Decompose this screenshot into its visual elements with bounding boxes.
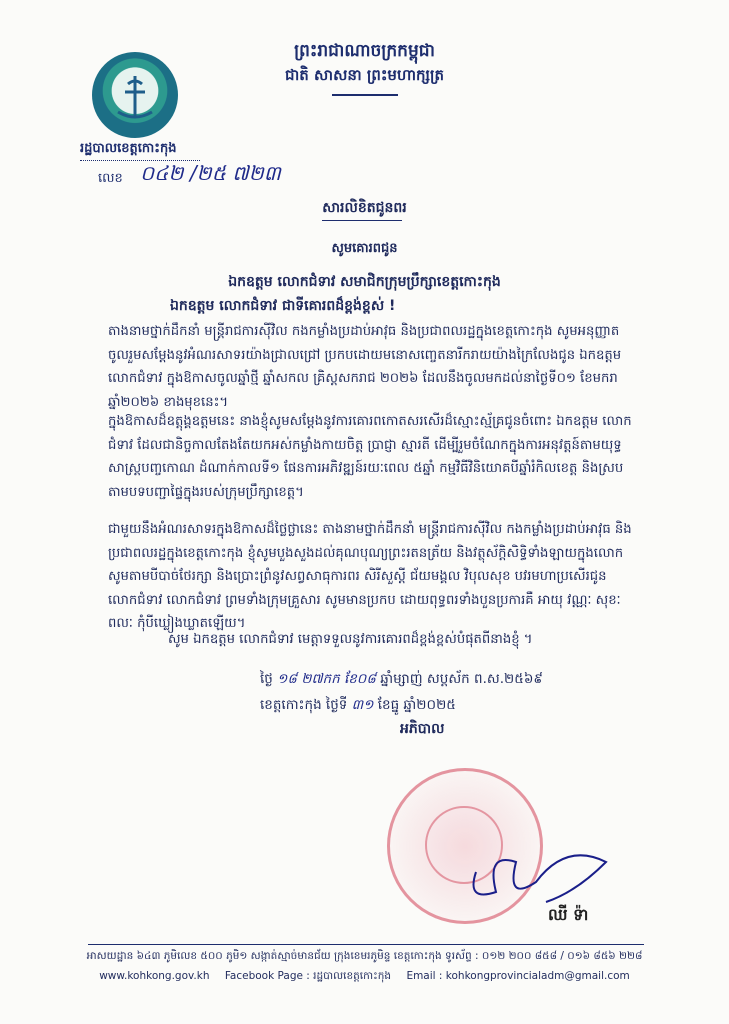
lunar-date-suffix: ឆ្នាំម្សាញ់ សប្តស័ក ព.ស.២៥៦៩ xyxy=(380,671,543,687)
lunar-date-prefix: ថ្ងៃ xyxy=(260,671,273,687)
salutation: ឯកឧត្តម លោកជំទាវ ជាទីគោរពដ៏ខ្ពង់ខ្ពស់ ! xyxy=(170,298,396,314)
ref-number: ០៤២ /២៥ ៧២៣ xyxy=(140,161,281,185)
kingdom-heading: ព្រះរាជាណាចក្រកម្ពុជា xyxy=(294,41,435,61)
motto-heading: ជាតិ សាសនា ព្រះមហាក្សត្រ xyxy=(285,66,444,84)
solar-date-suffix: ខែធ្នូ ឆ្នាំ២០២៥ xyxy=(377,697,456,713)
lunar-date xyxy=(260,670,543,690)
closing-line: សូម ឯកឧត្តម លោកជំទាវ មេត្តាទទួលនូវការគោរពដ៏ខ្ពង់ខ្ពស់បំផុតពីនាងខ្ញុំ ។ xyxy=(168,632,533,647)
solar-date-prefix: ខេត្តកោះកុង ថ្ងៃទី xyxy=(260,697,348,713)
title-underline xyxy=(322,220,402,221)
ref-label: លេខ xyxy=(98,171,123,186)
letter-title: សារលិខិតជូនពរ xyxy=(322,200,407,216)
footer-address: អាសយដ្ឋាន ៦៤៣ ភូមិលេខ ៥០០ ភូមិ១ សង្កាត់ស្មាច់មានជ័យ ក្រុងខេមរភូមិន្ទ ខេត្តកោះកុង ទូរស័ព្ទ : ០១២ ២០០ ៨៥៨ / ០១៦ ៨៥៦ ២២៨ xyxy=(86,950,643,962)
organization-name: រដ្ឋបាលខេត្តកោះកុង xyxy=(80,141,177,156)
body-paragraph-1: តាងនាមថ្នាក់ដឹកនាំ មន្ត្រីរាជការស៊ីវិល កងកម្លាំងប្រដាប់អាវុធ និងប្រជាពលរដ្ឋក្នុងខេត្តកោះកុង សូមអនុញ្ញាតចូលរួមសម្តែងនូវអំណរសាទរយ៉ាងជ្រាលជ្រៅ ប្រកបដោយមនោសញ្ចេតនារីករាយយ៉ាងក្រៃលែងជូន ឯកឧត្តម លោកជំទាវ ក្នុងឱកាសចូលឆ្នាំថ្មី ឆ្នាំសកល គ្រិស្តសករាជ ២០២៦ ដែលនឹងចូលមកដល់នាថ្ងៃទី០១ ខែមករា ឆ្នាំ២០២៦ ខាងមុខនេះ។ xyxy=(108,324,622,410)
heading-ornament xyxy=(332,94,398,96)
greeting-line: សូមគោរពជូន xyxy=(331,241,398,256)
body-paragraph-3: ជាមួយនឹងអំណរសាទរក្នុងឱកាសដ៏ថ្លៃថ្លានេះ តាងនាមថ្នាក់ដឹកនាំ មន្ត្រីរាជការស៊ីវិល កងកម្លាំងប្រដាប់អាវុធ និងប្រជាពលរដ្ឋក្នុងខេត្តកោះកុង ខ្ញុំសូមបួងសួងដល់គុណបុណ្យព្រះរតនត្រ័យ និងវត្ថុស័ក្តិសិទ្ធិទាំងឡាយក្នុងលោក សូមតាមបីបាច់ថែរក្សា និងប្រោះព្រំនូវសព្វសាធុការពរ សិរីសួស្តី ជ័យមង្គល វិបុលសុខ បវរមហាប្រសើរជូន លោកជំទាវ លោកជំទាវ ព្រមទាំងក្រុមគ្រួសារ សូមមានប្រកប ដោយពុទ្ធពរទាំងបួនប្រការគឺ អាយុ វណ្ណៈ សុខៈ ពលៈ កុំបីឃ្លៀងឃ្លាតឡើយ។ xyxy=(108,522,632,631)
body-paragraph-2: ក្នុងឱកាសដ៏ឧត្តុង្គឧត្តមនេះ នាងខ្ញុំសូមសម្តែងនូវការគោរពកោតសរសើរដ៏ស្មោះស្ម័គ្រជូនចំពោះ ឯកឧត្តម លោកជំទាវ ដែលជានិច្ចកាលតែងតែយកអស់កម្លាំងកាយចិត្ត ប្រាជ្ញា ស្មារតី ដើម្បីរួមចំណែកក្នុងការអនុវត្តន៍តាមយុទ្ធសាស្ត្របញ្ចកោណ ដំណាក់កាលទី១ ផែនការអភិវឌ្ឍន៍រយៈពេល ៥ឆ្នាំ កម្មវិធីវិនិយោគបីឆ្នាំរំកិលខេត្ត និងស្របតាមបទបញ្ជាផ្ទៃក្នុងរបស់ក្រុមប្រឹក្សាខេត្ត។ xyxy=(108,414,632,500)
handwritten-signature xyxy=(456,832,616,912)
solar-date-handwritten: ៣១ xyxy=(351,697,374,713)
provincial-logo xyxy=(92,52,178,138)
footer-divider xyxy=(88,944,644,945)
footer-facebook[interactable]: Facebook Page : រដ្ឋបាលខេត្តកោះកុង xyxy=(224,970,392,982)
footer-website[interactable]: www.kohkong.gov.kh xyxy=(99,970,210,982)
footer-email[interactable]: Email : kohkongprovincialadm@gmail.com xyxy=(406,970,630,982)
lunar-date-handwritten: ១៨ ២៧កក ខែ០៨ xyxy=(277,671,376,687)
solar-date xyxy=(260,696,456,716)
signer-position: អភិបាល xyxy=(400,721,445,737)
footer-contacts xyxy=(0,970,729,985)
signer-name: ឈី ទ៉ា xyxy=(548,905,589,924)
recipients-line: ឯកឧត្តម លោកជំទាវ សមាជិកក្រុមប្រឹក្សាខេត្តកោះកុង xyxy=(228,274,501,290)
